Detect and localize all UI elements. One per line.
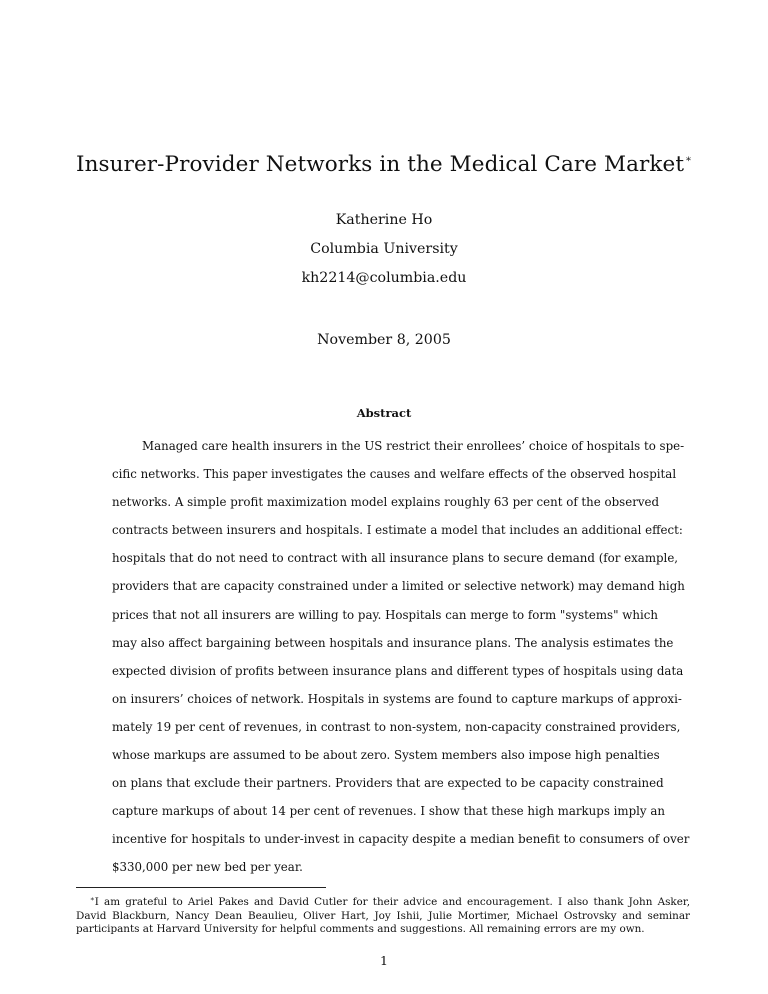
abstract-line: providers that are capacity constrained under a limited or selective network) may demand high xyxy=(112,579,685,594)
footnote-line-text: I am grateful to Ariel Pakes and David Cutler for their advice and encouragement. I also thank John Asker, xyxy=(94,896,690,908)
footnote-line xyxy=(76,893,690,910)
footnote-line: David Blackburn, Nancy Dean Beaulieu, Oliver Hart, Joy Ishii, Julie Mortimer, Michael Ostrovsky and seminar xyxy=(76,909,690,922)
footnote-marker: ∗ xyxy=(90,895,95,903)
abstract-line: mately 19 per cent of revenues, in contrast to non-system, non-capacity constrained providers, xyxy=(112,719,681,734)
paper-title-text: Insurer-Provider Networks in the Medical Care Market xyxy=(75,152,685,177)
paper-title xyxy=(0,152,768,177)
footnote-divider xyxy=(76,887,326,888)
paper-date: November 8, 2005 xyxy=(317,332,451,348)
footnote-line: participants at Harvard University for helpful comments and suggestions. All remaining errors are my own. xyxy=(76,923,645,935)
page-number: 1 xyxy=(380,953,388,968)
author-email: kh2214@columbia.edu xyxy=(301,270,467,286)
footnote xyxy=(76,893,690,937)
abstract-line: whose markups are assumed to be about zero. System members also impose high penalties xyxy=(112,748,660,763)
title-footnote-marker: ∗ xyxy=(685,154,693,165)
abstract-line: capture markups of about 14 per cent of revenues. I show that these high markups imply an xyxy=(112,804,665,819)
author-name: Katherine Ho xyxy=(335,212,433,228)
abstract-heading: Abstract xyxy=(356,406,412,420)
author-affiliation: Columbia University xyxy=(310,241,458,257)
abstract-line: cific networks. This paper investigates the causes and welfare effects of the observed hospital xyxy=(112,467,677,482)
abstract-line: networks. A simple profit maximization model explains roughly 63 per cent of the observed xyxy=(112,495,660,510)
abstract-line: contracts between insurers and hospitals. I estimate a model that includes an additional effect: xyxy=(112,523,683,538)
abstract-line: may also affect bargaining between hospitals and insurance plans. The analysis estimates the xyxy=(112,635,674,650)
abstract-line: on plans that exclude their partners. Providers that are expected to be capacity constrained xyxy=(112,776,664,791)
abstract-line: incentive for hospitals to under-invest in capacity despite a median benefit to consumers of over xyxy=(112,832,690,847)
abstract-line: Managed care health insurers in the US restrict their enrollees’ choice of hospitals to spe- xyxy=(142,439,685,453)
abstract-line: prices that not all insurers are willing to pay. Hospitals can merge to form "systems" which xyxy=(112,607,658,622)
abstract-line: $330,000 per new bed per year. xyxy=(112,860,303,875)
abstract-line: on insurers’ choices of network. Hospitals in systems are found to capture markups of approxi- xyxy=(112,691,682,706)
abstract-body xyxy=(112,432,690,882)
abstract-line: hospitals that do not need to contract with all insurance plans to secure demand (for example, xyxy=(112,551,679,566)
abstract-line: expected division of profits between insurance plans and different types of hospitals using data xyxy=(112,663,684,678)
